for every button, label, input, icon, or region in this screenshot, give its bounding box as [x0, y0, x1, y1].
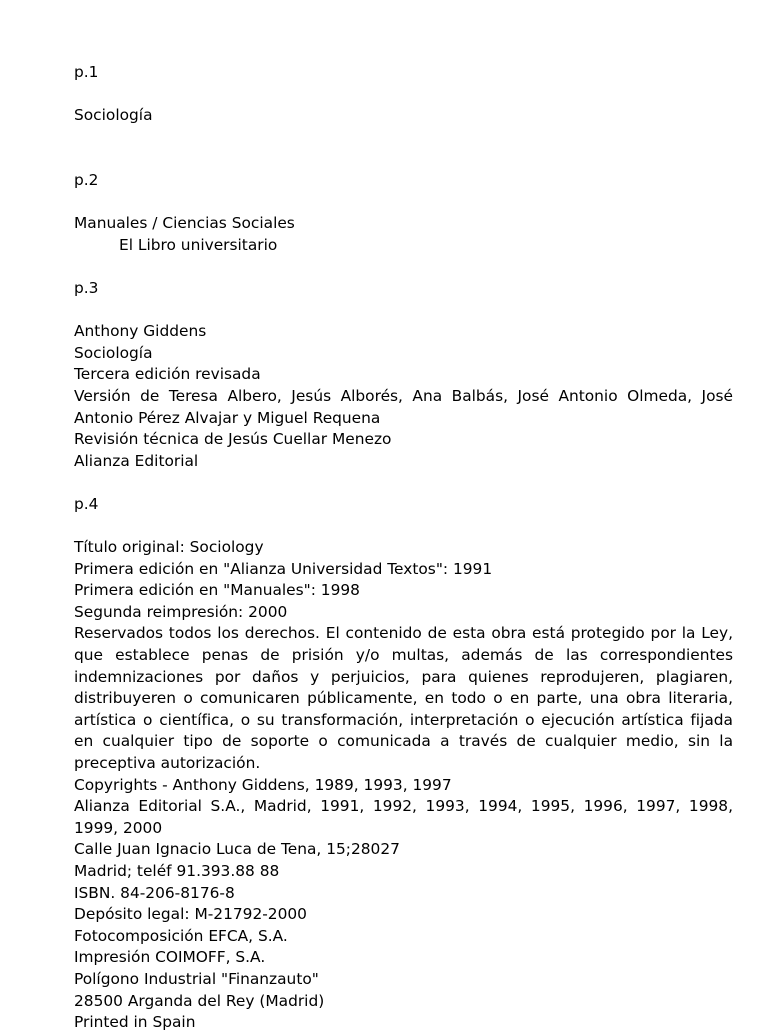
p4-original-title: Título original: Sociology: [74, 538, 264, 557]
p4-publisher-copyright: Alianza Editorial S.A., Madrid, 1991, 1992, 1993, 1994, 1995, 1996, 1997, 1998, 1999, 2000: [74, 797, 733, 837]
p3-translators: Versión de Teresa Albero, Jesús Alborés, Ana Balbás, José Antonio Olmeda, José Antonio Pérez Alvajar y Miguel Requena: [74, 386, 733, 427]
spacer: [74, 84, 733, 106]
section-p3: [74, 278, 733, 472]
p3-edition: Tercera edición revisada: [74, 365, 261, 384]
p3-title: Sociología: [74, 343, 153, 362]
p1-book-title: Sociología: [74, 106, 153, 125]
p4-address-city-phone: Madrid; teléf 91.393.88 88: [74, 861, 280, 880]
p4-first-edition-universidad: Primera edición en "Alianza Universidad Textos": 1991: [74, 559, 493, 578]
spacer: [74, 472, 733, 494]
p4-industrial-estate: Polígono Industrial "Finanzauto": [74, 969, 319, 988]
page-marker-p2: p.2: [74, 170, 99, 189]
p4-second-reprint: Segunda reimpresión: 2000: [74, 602, 288, 621]
spacer: [74, 127, 733, 149]
p3-author: Anthony Giddens: [74, 322, 207, 341]
p4-printing: Impresión COIMOFF, S.A.: [74, 948, 266, 967]
p4-isbn: ISBN. 84-206-8176-8: [74, 883, 235, 902]
p4-legal-deposit: Depósito legal: M-21792-2000: [74, 905, 307, 924]
p2-series-name: Manuales / Ciencias Sociales: [74, 214, 295, 233]
page-marker-p3: p.3: [74, 278, 99, 297]
spacer: [74, 300, 733, 322]
spacer: [74, 515, 733, 537]
section-p2: [74, 170, 733, 256]
page-marker-p1: p.1: [74, 63, 99, 81]
p4-address-street: Calle Juan Ignacio Luca de Tena, 15;28027: [74, 840, 400, 859]
p4-first-edition-manuales: Primera edición en "Manuales": 1998: [74, 581, 360, 600]
p4-typesetting: Fotocomposición EFCA, S.A.: [74, 926, 288, 945]
p4-copyrights: Copyrights - Anthony Giddens, 1989, 1993, 1997: [74, 775, 452, 794]
page-marker-p4: p.4: [74, 494, 99, 513]
spacer: [74, 256, 733, 278]
section-p4: [74, 494, 733, 1034]
p4-rights-notice: Reservados todos los derechos. El contenido de esta obra está protegido por la Ley, que establece penas de prisión y/o multas, además de las correspondientes indemnizaciones por daños y perjuicios, para quienes reprodujeren, plagiaren, distribuyeren o comunicaren públicamente, en todo o en parte, una obra literaria, artística o científica, o su transformación, interpretación o ejecución artística fijada en cualquier tipo de soporte o comunicada a través de cualquier medio, sin la preceptiva autorización.: [74, 624, 733, 772]
document-text-body: [74, 62, 733, 1034]
spacer: [74, 148, 733, 170]
p3-publisher: Alianza Editorial: [74, 451, 199, 470]
p2-subseries-name: El Libro universitario: [119, 235, 278, 254]
spacer: [74, 192, 733, 214]
p3-technical-revision: Revisión técnica de Jesús Cuellar Menezo: [74, 430, 392, 449]
p4-printer-address: 28500 Arganda del Rey (Madrid): [74, 991, 325, 1010]
section-p1: [74, 62, 733, 127]
p4-printed-in: Printed in Spain: [74, 1013, 196, 1032]
